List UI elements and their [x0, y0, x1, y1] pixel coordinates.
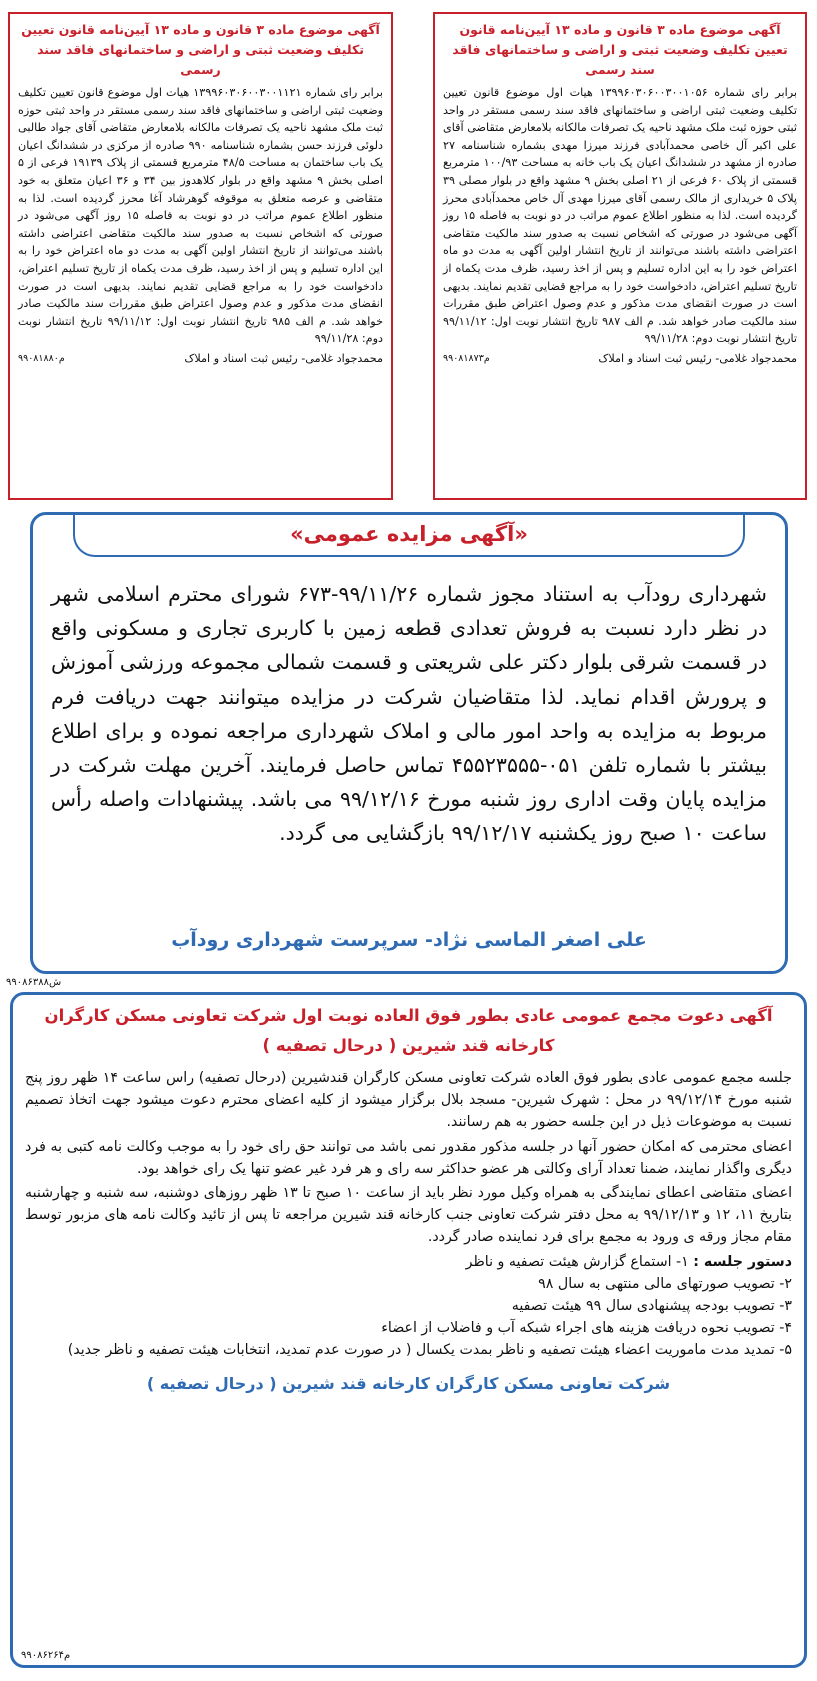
auction-title-frame — [73, 513, 745, 557]
agenda-item: ۵- تمدید مدت ماموریت اعضاء هیئت تصفیه و ناظر بمدت یکسال ( در صورت عدم تمدید، انتخابات هیئت تصفیه و ناظر جدید) — [67, 1342, 792, 1359]
notice-signature-row — [443, 350, 797, 367]
assembly-body — [25, 1067, 792, 1249]
registry-notice-right — [433, 12, 807, 500]
auction-code: ش۹۹۰۸۶۳۸۸ — [6, 977, 62, 988]
auction-notice — [30, 512, 788, 974]
notice-signer: محمدجواد غلامی- رئیس ثبت اسناد و املاک — [598, 351, 797, 365]
auction-title: «آگهی مزایده عمومی» — [290, 522, 528, 546]
notice-title: آگهی موضوع ماده ۳ قانون و ماده ۱۳ آیین‌نامه قانون تعیین تکلیف وضعیت ثبتی و اراضی و ساختمانهای فاقد سند رسمی — [452, 22, 788, 77]
notice-body: برابر رای شماره ۱۳۹۹۶۰۳۰۶۰۰۳۰۰۱۰۵۶ هیات اول موضوع قانون تعیین تکلیف وضعیت ثبتی اراضی و ساختمانهای فاقد سند رسمی مستقر در واحد ثبتی حوزه ثبت ملک مشهد ناحیه یک تصرفات مالکانه بلامعارض متقاضی آقای علی اکبر آل خاصی محمدآبادی فرزند میرزا مهدی بشماره شناسنامه ۲۷ صادره از مشهد در ششدانگ اعیان یک باب خانه به مساحت ۱۰۰/۹۳ مترمربع قسمتی از پلاک ۶۰ فرعی از ۲۱ اصلی بخش ۹ مشهد واقع در بلوار مصلی ۳۹ پلاک ۵ خریداری از مالک رسمی آقای میرزا مهدی آل خاص محمدآبادی محرز گردیده است. لذا به منظور اطلاع عموم مراتب در دو نوبت به فاصله ۱۵ روز آگهی می‌شود در صورتی که اشخاص نسبت به صدور سند مالکیت متقاضی اعتراضی داشته باشند می‌توانند از تاریخ انتشار اولین آگهی به مدت دو ماه اعتراض خود را به این اداره تسلیم و پس از اخذ رسید، ظرف مدت یکماه از تاریخ تسلیم اعتراض، دادخواست خود را به مراجع قضایی تقدیم نمایند. بدیهی است در صورت انقضای مدت مذکور و عدم وصول اعتراض طبق مقررات سند مالکیت صادر خواهد شد. م الف ۹۸۷ تاریخ انتشار نوبت اول: ۹۹/۱۱/۱۲ تاریخ انتشار نوبت دوم: ۹۹/۱۱/۲۸ — [443, 86, 797, 346]
registry-notice-left — [8, 12, 393, 500]
notice-title: آگهی موضوع ماده ۳ قانون و ماده ۱۳ آیین‌نامه قانون تعیین تکلیف وضعیت ثبتی و اراضی و ساختمانهای فاقد سند رسمی — [21, 22, 380, 77]
assembly-paragraph: اعضای محترمی که امکان حضور آنها در جلسه مذکور مقدور نمی باشد می توانند حق رای خود را به موجب وکالت نامه کتبی به فرد دیگری واگذار نمایند، ضمنا تعداد آرای وکالتی هر عضو حداکثر سه رای و هر فرد غیر عضو تنها یک رای خواهد بود. — [25, 1138, 792, 1177]
notice-code: م۹۹۰۸۱۸۷۳ — [443, 352, 490, 364]
agenda-item: ۴- تصویب نحوه دریافت هزینه های اجراء شبکه آب و فاضلاب از اعضاء — [381, 1320, 792, 1337]
notice-code: م۹۹۰۸۱۸۸۰ — [18, 352, 65, 364]
assembly-code: م۹۹۰۸۶۲۶۴ — [21, 1650, 71, 1661]
assembly-title-line2: کارخانه قند شیرین ( درحال تصفیه ) — [262, 1036, 555, 1055]
agenda-item: ۳- تصویب بودجه پیشنهادی سال ۹۹ هیئت تصفیه — [511, 1298, 792, 1315]
agenda-label: دستور جلسه : — [693, 1253, 792, 1270]
agenda-list — [25, 1251, 792, 1362]
assembly-paragraph: اعضای متقاضی اعطای نمایندگی به همراه وکیل مورد نظر باید از ساعت ۱۰ صبح تا ۱۳ ظهر روزهای دوشنبه، سه شنبه و چهارشنبه بتاریخ ۱۱، ۱۲ و ۹۹/۱۲/۱۳ به محل دفتر شرکت تعاونی جنب کارخانه قند شیرین مراجعه تا پس از تائید وکالت نامه های مزبور توسط مقام مجاز ورقه ی ورود به مجمع برای فرد نماینده صادر گردد. — [25, 1185, 793, 1246]
agenda-item: ۲- تصویب صورتهای مالی منتهی به سال ۹۸ — [538, 1275, 792, 1292]
auction-signer: علی اصغر الماسی نژاد- سرپرست شهرداری رودآب — [171, 929, 647, 951]
assembly-title-line1: آگهی دعوت مجمع عمومی عادی بطور فوق العاده نوبت اول شرکت تعاونی مسکن کارگران — [44, 1006, 773, 1025]
assembly-signer: شرکت تعاونی مسکن کارگران کارخانه قند شیرین ( درحال تصفیه ) — [146, 1373, 671, 1393]
notice-signer: محمدجواد غلامی- رئیس ثبت اسناد و املاک — [184, 351, 383, 365]
assembly-invitation — [10, 992, 807, 1668]
auction-body: شهرداری رودآب به استناد مجوز شماره ۹۹/۱۱/۲۶-۶۷۳ شورای محترم اسلامی شهر در نظر دارد نسبت به فروش تعدادی قطعه زمین با کاربری تجاری و مسکونی واقع در قسمت شرقی بلوار دکتر علی شریعتی و قسمت شمالی مجموعه ورزشی آموزش و پرورش اقدام نماید. لذا متقاضیان شرکت در مزایده میتوانند جهت دریافت فرم مربوط به مزایده به واحد امور مالی و املاک شهرداری مراجعه نموده و برای اطلاع بیشتر با شماره تلفن ۰۵۱-۴۵۵۲۳۵۵۵ تماس حاصل فرمایند. آخرین مهلت شرکت در مزایده پایان وقت اداری روز شنبه مورخ ۹۹/۱۲/۱۶ می باشد. پیشنهادات واصله رأس ساعت ۱۰ صبح روز یکشنبه ۹۹/۱۲/۱۷ بازگشایی می گردد. — [51, 582, 767, 846]
agenda-item: دستور جلسه : ۱- استماع گزارش هیئت تصفیه و ناظر — [465, 1253, 792, 1270]
notice-signature-row — [18, 350, 383, 367]
notice-body: برابر رای شماره ۱۳۹۹۶۰۳۰۶۰۰۳۰۰۱۱۲۱ هیات اول موضوع قانون تعیین تکلیف وضعیت ثبتی اراضی و ساختمانهای فاقد سند رسمی مستقر در واحد ثبتی حوزه ثبت ملک مشهد ناحیه یک تصرفات مالکانه بلامعارض متقاضی آقای جواد طالبی دلوئی فرزند حسن بشماره شناسنامه ۹۹۰ صادره از مرکزی در ششدانگ اعیان یک باب ساختمان به مساحت ۴۸/۵ مترمربع قسمتی از پلاک ۱۹۱۳۹ فرعی از ۵ اصلی بخش ۹ مشهد واقع در بلوار کلاهدوز بین ۳۴ و ۳۶ اعیان متعلق به خود متقاضی و عرصه متعلق به موقوفه گوهرشاد آغا محرز گردیده است. لذا به منظور اطلاع عموم مراتب در دو نوبت به فاصله ۱۵ روز آگهی می‌شود در صورتی که اشخاص نسبت به صدور سند مالکیت متقاضی اعتراضی داشته باشند می‌توانند از تاریخ انتشار اولین آگهی به مدت دو ماه اعتراض خود را به این اداره تسلیم و پس از اخذ رسید، ظرف مدت یکماه از تاریخ تسلیم اعتراض، دادخواست خود را به مراجع قضایی تقدیم نمایند. بدیهی است در صورت انقضای مدت مذکور و عدم وصول اعتراض طبق مقررات سند مالکیت صادر خواهد شد. م الف ۹۸۵ تاریخ انتشار نوبت اول: ۹۹/۱۱/۱۲ تاریخ انتشار نوبت دوم: ۹۹/۱۱/۲۸ — [18, 86, 383, 346]
assembly-paragraph: جلسه مجمع عمومی عادی بطور فوق العاده شرکت تعاونی مسکن کارگران قندشیرین (درحال تصفیه) راس ساعت ۱۴ ظهر روز پنج شنبه مورخ ۹۹/۱۲/۱۴ در محل : شهرک شیرین- مسجد بلال برگزار میشود از کلیه اعضای محترم دعوت میشود جهت اتخاذ تصمیم نسبت به موضوعات ذیل در این جلسه حضور به هم رسانند. — [25, 1070, 793, 1131]
